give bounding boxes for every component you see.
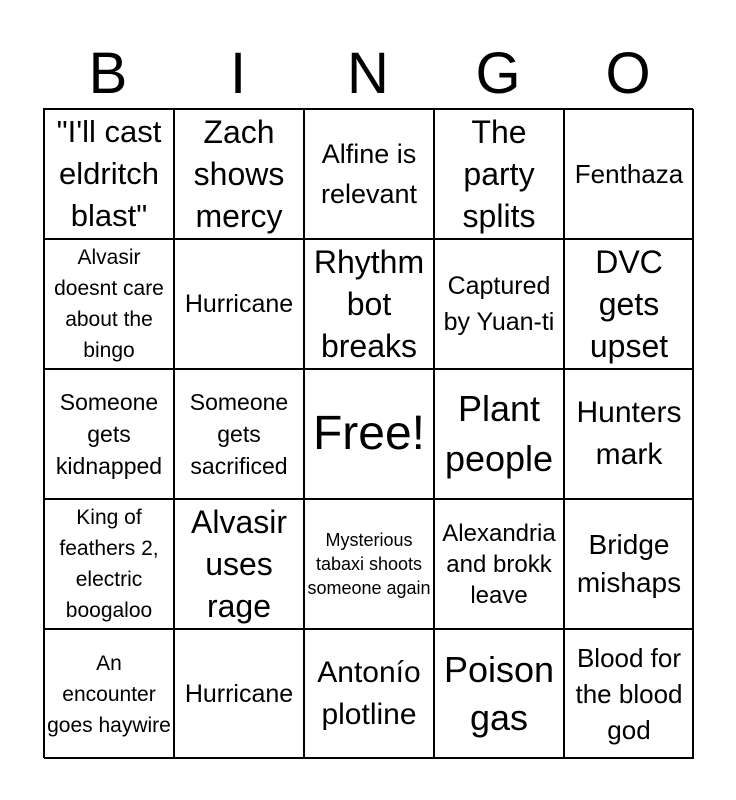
bingo-cell-text: The party splits bbox=[462, 114, 536, 234]
bingo-cell-text: Hurricane bbox=[184, 680, 294, 708]
bingo-cell-text: Fenthaza bbox=[574, 159, 684, 189]
bingo-cell-text: Poison gas bbox=[443, 649, 555, 738]
bingo-cell-text: Alvasir uses rage bbox=[190, 504, 287, 624]
bingo-cell[interactable] bbox=[564, 109, 694, 239]
bingo-cell[interactable] bbox=[434, 239, 564, 369]
header-letter-i: I bbox=[229, 41, 247, 106]
bingo-cell[interactable] bbox=[174, 499, 304, 629]
bingo-cell-text: Hurricane bbox=[184, 290, 294, 318]
bingo-cell[interactable] bbox=[44, 239, 174, 369]
bingo-cell[interactable] bbox=[174, 369, 304, 499]
bingo-cell-text: Blood for the blood god bbox=[575, 643, 683, 745]
bingo-cell[interactable] bbox=[434, 369, 564, 499]
bingo-cell-text: Mysterious tabaxi shoots someone again bbox=[307, 530, 431, 598]
bingo-cell[interactable] bbox=[564, 499, 694, 629]
bingo-cell[interactable] bbox=[304, 629, 434, 759]
free-space: Free! bbox=[312, 407, 426, 460]
header-letter-n: N bbox=[347, 41, 389, 106]
bingo-cell-text: Antonío plotline bbox=[317, 656, 421, 731]
header-letter-g: G bbox=[475, 41, 521, 106]
bingo-cell-text: DVC gets upset bbox=[589, 244, 669, 364]
bingo-cell-text: Zach shows mercy bbox=[193, 114, 285, 234]
bingo-cell[interactable] bbox=[174, 109, 304, 239]
bingo-cell[interactable] bbox=[564, 239, 694, 369]
bingo-cell[interactable] bbox=[434, 499, 564, 629]
bingo-cell[interactable] bbox=[564, 369, 694, 499]
bingo-cell[interactable] bbox=[434, 629, 564, 759]
header-letter-o: O bbox=[605, 41, 651, 106]
bingo-cell-text: Plant people bbox=[444, 388, 554, 479]
bingo-cell[interactable] bbox=[44, 369, 174, 499]
bingo-cell-text: Alfine is relevant bbox=[320, 139, 418, 209]
bingo-cell-text: Alexandria and brokk leave bbox=[442, 519, 556, 609]
bingo-cell[interactable] bbox=[434, 109, 564, 239]
bingo-cell-text: Alvasir doesnt care about the bingo bbox=[54, 246, 164, 362]
bingo-cell[interactable] bbox=[304, 109, 434, 239]
bingo-cell-text: King of feathers 2, electric boogaloo bbox=[59, 506, 159, 622]
bingo-cell-text: Someone gets sacrificed bbox=[189, 389, 289, 479]
bingo-card bbox=[43, 108, 693, 758]
bingo-cell[interactable] bbox=[44, 629, 174, 759]
bingo-cell[interactable] bbox=[174, 239, 304, 369]
bingo-cell[interactable] bbox=[304, 239, 434, 369]
bingo-cell[interactable] bbox=[304, 369, 434, 499]
bingo-cell[interactable] bbox=[564, 629, 694, 759]
bingo-cell-text: "I'll cast eldritch blast" bbox=[56, 114, 162, 233]
bingo-cell-text: Someone gets kidnapped bbox=[55, 389, 163, 479]
bingo-cell[interactable] bbox=[174, 629, 304, 759]
bingo-cell-text: An encounter goes haywire bbox=[47, 651, 171, 737]
bingo-cell[interactable] bbox=[304, 499, 434, 629]
bingo-cell[interactable] bbox=[44, 109, 174, 239]
bingo-cell-text: Bridge mishaps bbox=[576, 529, 682, 598]
bingo-header bbox=[43, 40, 693, 108]
bingo-cell-text: Rhythm bot breaks bbox=[313, 244, 425, 364]
bingo-cell[interactable] bbox=[44, 499, 174, 629]
bingo-cell-text: Captured by Yuan-ti bbox=[443, 272, 555, 336]
bingo-cell-text: Hunters mark bbox=[576, 396, 682, 471]
header-letter-b: B bbox=[88, 41, 128, 106]
